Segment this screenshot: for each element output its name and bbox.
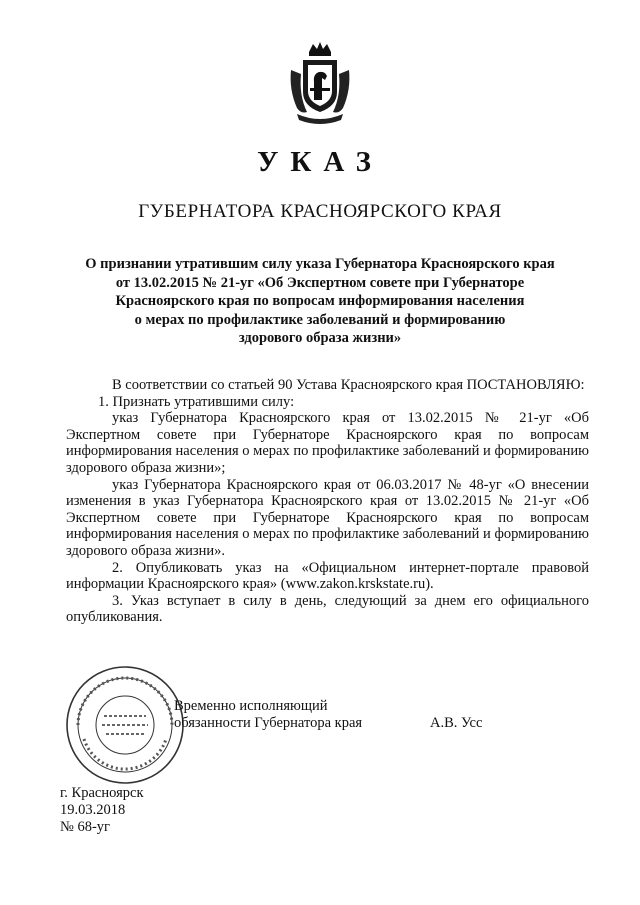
document-body (66, 377, 589, 626)
document-title: УКАЗ (257, 146, 383, 178)
heading-line: О признании утратившим силу указа Губернатора Красноярского края (85, 256, 555, 272)
document-footer (60, 785, 144, 836)
item-2: 2. Опубликовать указ на «Официальном интернет-портале правовой информации Красноярского края» (www.zakon.krskstate.ru). (66, 559, 589, 593)
heading-line: Красноярского края по вопросам информирования населения (115, 293, 525, 309)
heading-line: здорового образа жизни» (238, 330, 402, 346)
signatory-name: А.В. Усс (430, 715, 483, 731)
city: г. Красноярск (60, 785, 144, 801)
document-issuer: ГУБЕРНАТОРА КРАСНОЯРСКОГО КРАЯ (138, 201, 502, 222)
signatory-title-line2: обязанности Губернатора края (174, 715, 363, 731)
signatory-title-line1: Временно исполняющий (174, 698, 328, 714)
item-1a: указ Губернатора Красноярского края от 13.02.2015 № 21-уг «Об Экспертном совете при Губернаторе Красноярского края по вопросам информирования населения о мерах по профилактике заболеваний и формированию здорового образа жизни»; (66, 410, 589, 476)
item-1b: указ Губернатора Красноярского края от 06.03.2017 № 48-уг «О внесении изменения в указ Губернатора Красноярского края от 13.02.2015 № 21-уг «Об Экспертном совете при Губернаторе Красноярского края по вопросам информирования населения о мерах по профилактике заболеваний и формированию здорового образа жизни». (66, 476, 589, 559)
intro-paragraph: В соответствии со статьей 90 Устава Красноярского края ПОСТАНОВЛЯЮ: (112, 377, 585, 393)
document-number: № 68-уг (60, 819, 110, 835)
document-heading (80, 255, 560, 348)
date: 19.03.2018 (60, 802, 126, 818)
heading-line: о мерах по профилактике заболеваний и формированию (134, 311, 506, 328)
heading-line: от 13.02.2015 № 21-уг «Об Экспертном совете при Губернаторе (115, 274, 525, 291)
item-1: 1. Признать утратившими силу: (98, 393, 295, 410)
coat-of-arms-icon (287, 40, 353, 124)
official-stamp (64, 664, 186, 786)
item-3: 3. Указ вступает в силу в день, следующий за днем его официального опубликования. (66, 592, 589, 626)
